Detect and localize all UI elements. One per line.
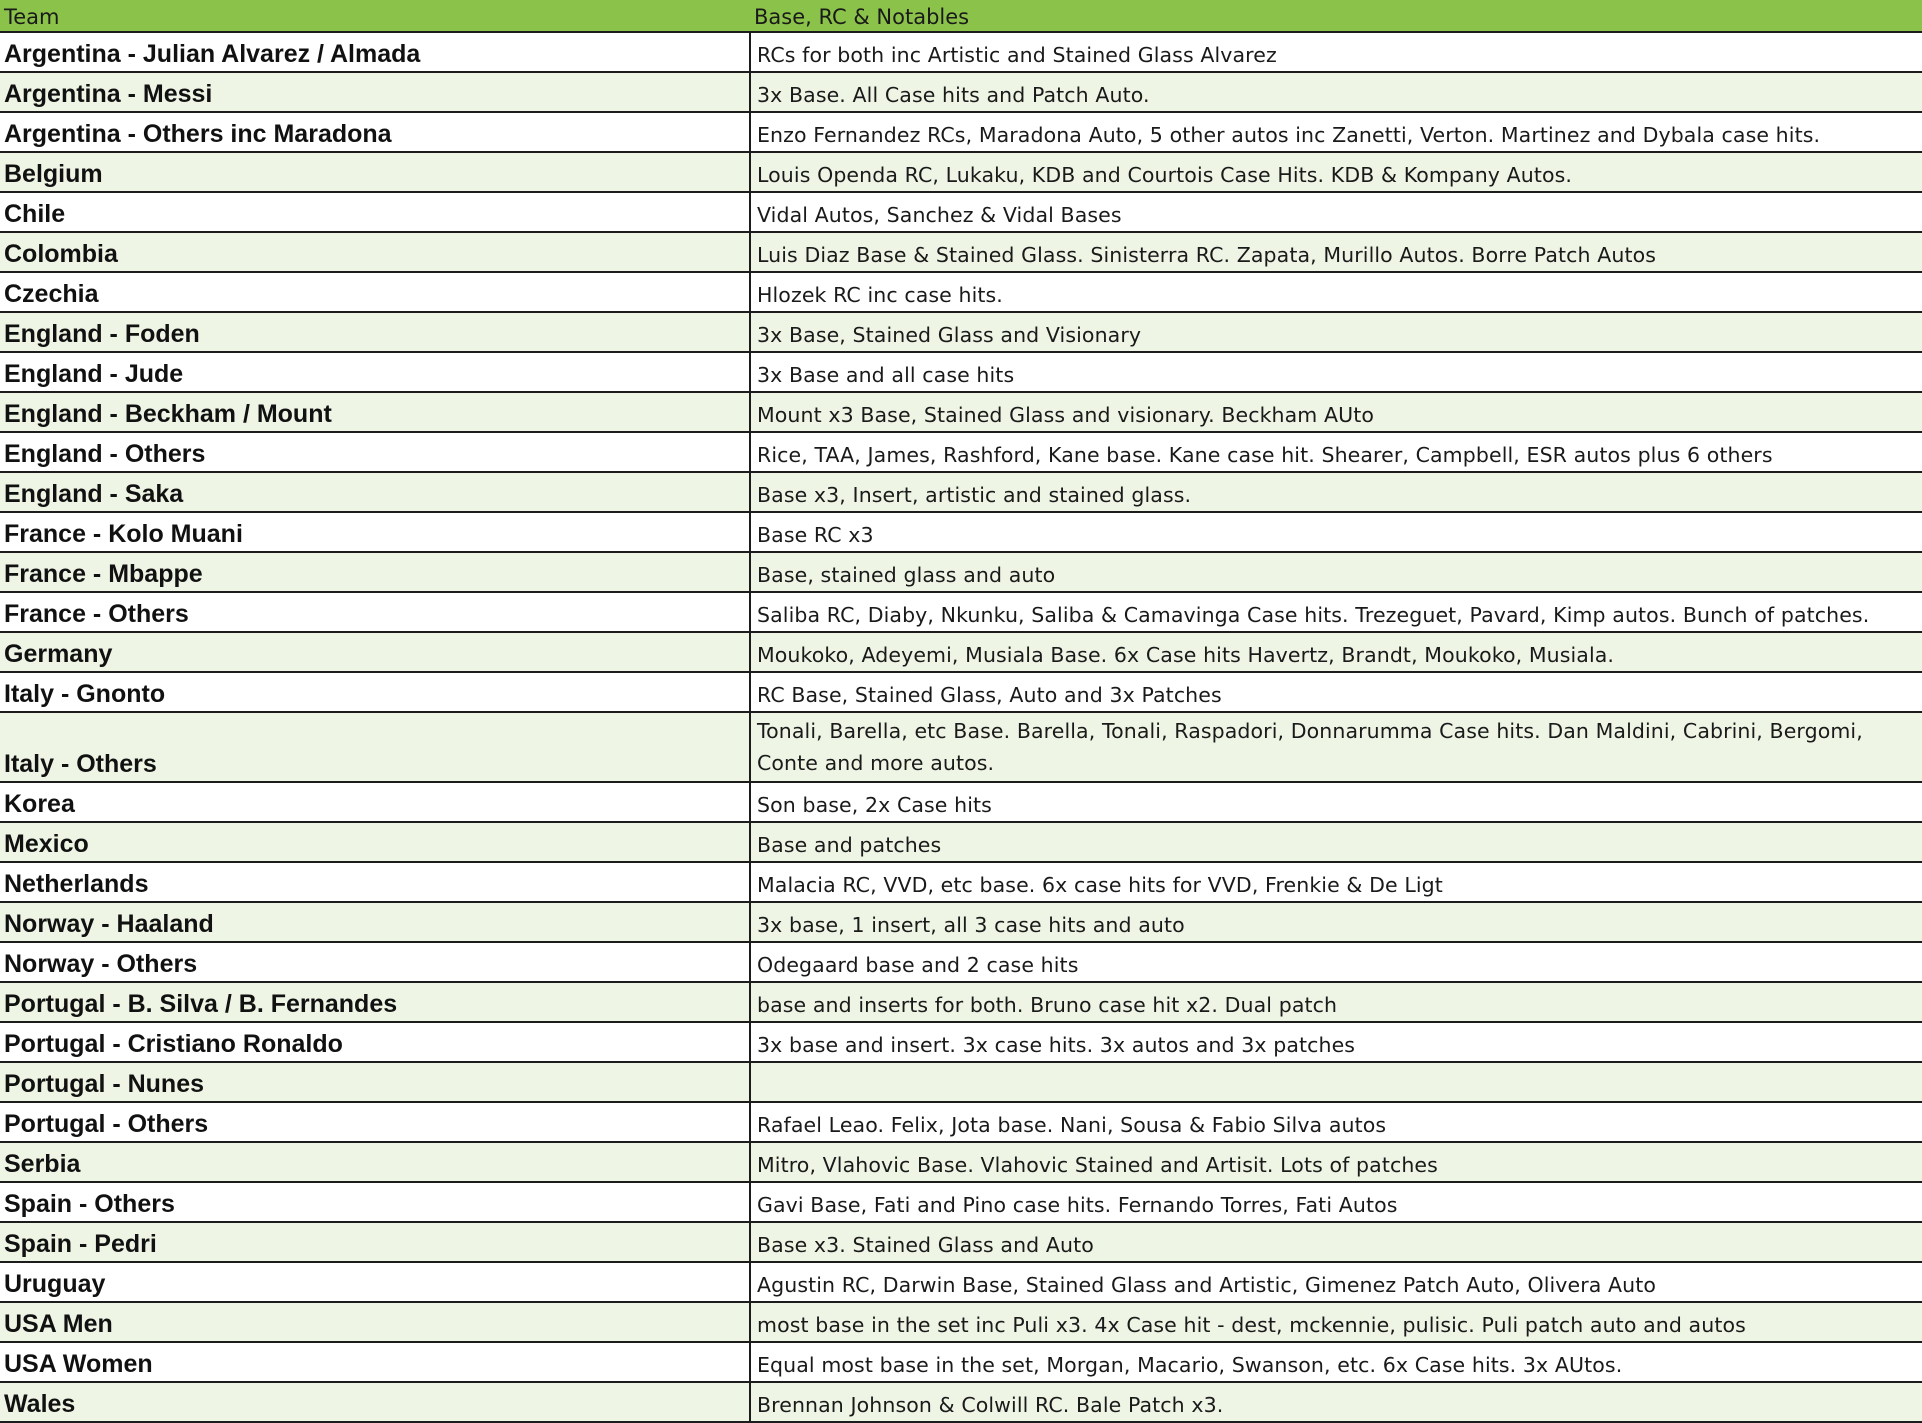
table-row: [0, 72, 1922, 112]
notes-cell[interactable]: Luis Diaz Base & Stained Glass. Sinisterra RC. Zapata, Murillo Autos. Borre Patch Autos: [750, 232, 1922, 272]
notes-cell[interactable]: RCs for both inc Artistic and Stained Glass Alvarez: [750, 32, 1922, 72]
notes-cell[interactable]: Rice, TAA, James, Rashford, Kane base. Kane case hit. Shearer, Campbell, ESR autos plus 6 others: [750, 432, 1922, 472]
notes-cell[interactable]: Louis Openda RC, Lukaku, KDB and Courtois Case Hits. KDB & Kompany Autos.: [750, 152, 1922, 192]
notes-cell[interactable]: Saliba RC, Diaby, Nkunku, Saliba & Camavinga Case hits. Trezeguet, Pavard, Kimp autos. Bunch of patches.: [750, 592, 1922, 632]
team-cell[interactable]: Italy - Others: [0, 712, 750, 782]
table-row: [0, 1142, 1922, 1182]
team-cell[interactable]: France - Kolo Muani: [0, 512, 750, 552]
table-row: [0, 1302, 1922, 1342]
team-cell[interactable]: USA Men: [0, 1302, 750, 1342]
notes-cell[interactable]: Enzo Fernandez RCs, Maradona Auto, 5 other autos inc Zanetti, Verton. Martinez and Dybala case hits.: [750, 112, 1922, 152]
table-row: [0, 672, 1922, 712]
team-cell[interactable]: France - Others: [0, 592, 750, 632]
notes-cell[interactable]: 3x Base. All Case hits and Patch Auto.: [750, 72, 1922, 112]
table-row: [0, 822, 1922, 862]
table-row: [0, 1342, 1922, 1382]
notes-cell[interactable]: Rafael Leao. Felix, Jota base. Nani, Sousa & Fabio Silva autos: [750, 1102, 1922, 1142]
team-cell[interactable]: Wales: [0, 1382, 750, 1422]
notes-cell[interactable]: Brennan Johnson & Colwill RC. Bale Patch x3.: [750, 1382, 1922, 1422]
notes-cell[interactable]: Base RC x3: [750, 512, 1922, 552]
table-row: [0, 1222, 1922, 1262]
notes-cell[interactable]: RC Base, Stained Glass, Auto and 3x Patches: [750, 672, 1922, 712]
team-cell[interactable]: Spain - Pedri: [0, 1222, 750, 1262]
notes-cell[interactable]: Odegaard base and 2 case hits: [750, 942, 1922, 982]
header-notes[interactable]: Base, RC & Notables: [750, 0, 1922, 32]
table-row: [0, 552, 1922, 592]
team-cell[interactable]: England - Saka: [0, 472, 750, 512]
team-cell[interactable]: Germany: [0, 632, 750, 672]
team-cell[interactable]: England - Jude: [0, 352, 750, 392]
notes-cell[interactable]: base and inserts for both. Bruno case hit x2. Dual patch: [750, 982, 1922, 1022]
team-cell[interactable]: France - Mbappe: [0, 552, 750, 592]
team-cell[interactable]: Portugal - Others: [0, 1102, 750, 1142]
table-row: [0, 1062, 1922, 1102]
table-row: [0, 632, 1922, 672]
table-row: [0, 902, 1922, 942]
team-cell[interactable]: England - Others: [0, 432, 750, 472]
team-cell[interactable]: England - Beckham / Mount: [0, 392, 750, 432]
team-cell[interactable]: Chile: [0, 192, 750, 232]
table-row: [0, 592, 1922, 632]
team-cell[interactable]: Argentina - Messi: [0, 72, 750, 112]
team-cell[interactable]: Colombia: [0, 232, 750, 272]
team-cell[interactable]: Argentina - Julian Alvarez / Almada: [0, 32, 750, 72]
team-cell[interactable]: Mexico: [0, 822, 750, 862]
notes-cell[interactable]: 3x base, 1 insert, all 3 case hits and auto: [750, 902, 1922, 942]
header-row: [0, 0, 1922, 32]
team-cell[interactable]: Argentina - Others inc Maradona: [0, 112, 750, 152]
team-cell[interactable]: Spain - Others: [0, 1182, 750, 1222]
table-row: [0, 152, 1922, 192]
table-row: [0, 782, 1922, 822]
table-row: [0, 112, 1922, 152]
table-row: [0, 942, 1922, 982]
notes-cell[interactable]: Malacia RC, VVD, etc base. 6x case hits for VVD, Frenkie & De Ligt: [750, 862, 1922, 902]
notes-cell[interactable]: Vidal Autos, Sanchez & Vidal Bases: [750, 192, 1922, 232]
team-cell[interactable]: Netherlands: [0, 862, 750, 902]
notes-cell[interactable]: 3x Base, Stained Glass and Visionary: [750, 312, 1922, 352]
team-cell[interactable]: Serbia: [0, 1142, 750, 1182]
notes-cell[interactable]: Base, stained glass and auto: [750, 552, 1922, 592]
table-row: [0, 1022, 1922, 1062]
table-row: [0, 1182, 1922, 1222]
team-cell[interactable]: Italy - Gnonto: [0, 672, 750, 712]
notes-cell[interactable]: Base x3, Insert, artistic and stained glass.: [750, 472, 1922, 512]
table-row: [0, 312, 1922, 352]
table-row: [0, 352, 1922, 392]
team-cell[interactable]: Czechia: [0, 272, 750, 312]
team-cell[interactable]: USA Women: [0, 1342, 750, 1382]
notes-cell[interactable]: Agustin RC, Darwin Base, Stained Glass and Artistic, Gimenez Patch Auto, Olivera Auto: [750, 1262, 1922, 1302]
notes-cell[interactable]: Equal most base in the set, Morgan, Macario, Swanson, etc. 6x Case hits. 3x AUtos.: [750, 1342, 1922, 1382]
table-row: [0, 1262, 1922, 1302]
table-row: [0, 1382, 1922, 1422]
header-team[interactable]: Team: [0, 0, 750, 32]
team-cell[interactable]: Belgium: [0, 152, 750, 192]
table-row: [0, 512, 1922, 552]
table-row: [0, 192, 1922, 232]
notes-cell[interactable]: Tonali, Barella, etc Base. Barella, Tonali, Raspadori, Donnarumma Case hits. Dan Maldini, Cabrini, Bergomi, Conte and more autos.: [750, 712, 1922, 782]
notes-cell[interactable]: [750, 1062, 1922, 1102]
team-cell[interactable]: Norway - Haaland: [0, 902, 750, 942]
table-row: [0, 712, 1922, 782]
notes-cell[interactable]: 3x base and insert. 3x case hits. 3x autos and 3x patches: [750, 1022, 1922, 1062]
team-cell[interactable]: Portugal - Nunes: [0, 1062, 750, 1102]
team-cell[interactable]: Portugal - B. Silva / B. Fernandes: [0, 982, 750, 1022]
table-row: [0, 862, 1922, 902]
table-row: [0, 232, 1922, 272]
team-cell[interactable]: Portugal - Cristiano Ronaldo: [0, 1022, 750, 1062]
table-row: [0, 472, 1922, 512]
notes-cell[interactable]: 3x Base and all case hits: [750, 352, 1922, 392]
team-cell[interactable]: England - Foden: [0, 312, 750, 352]
notes-cell[interactable]: Son base, 2x Case hits: [750, 782, 1922, 822]
team-cell[interactable]: Uruguay: [0, 1262, 750, 1302]
table-row: [0, 272, 1922, 312]
notes-cell[interactable]: Gavi Base, Fati and Pino case hits. Fernando Torres, Fati Autos: [750, 1182, 1922, 1222]
notes-cell[interactable]: Mount x3 Base, Stained Glass and visionary. Beckham AUto: [750, 392, 1922, 432]
table-row: [0, 432, 1922, 472]
team-cell[interactable]: Norway - Others: [0, 942, 750, 982]
notes-cell[interactable]: Mitro, Vlahovic Base. Vlahovic Stained and Artisit. Lots of patches: [750, 1142, 1922, 1182]
table-row: [0, 392, 1922, 432]
notes-cell[interactable]: Hlozek RC inc case hits.: [750, 272, 1922, 312]
notes-cell[interactable]: Moukoko, Adeyemi, Musiala Base. 6x Case hits Havertz, Brandt, Moukoko, Musiala.: [750, 632, 1922, 672]
table-row: [0, 982, 1922, 1022]
notes-cell[interactable]: Base x3. Stained Glass and Auto: [750, 1222, 1922, 1262]
table-row: [0, 32, 1922, 72]
table-row: [0, 1102, 1922, 1142]
team-cell[interactable]: Korea: [0, 782, 750, 822]
notes-cell[interactable]: Base and patches: [750, 822, 1922, 862]
notes-cell[interactable]: most base in the set inc Puli x3. 4x Case hit - dest, mckennie, pulisic. Puli patch auto and autos: [750, 1302, 1922, 1342]
